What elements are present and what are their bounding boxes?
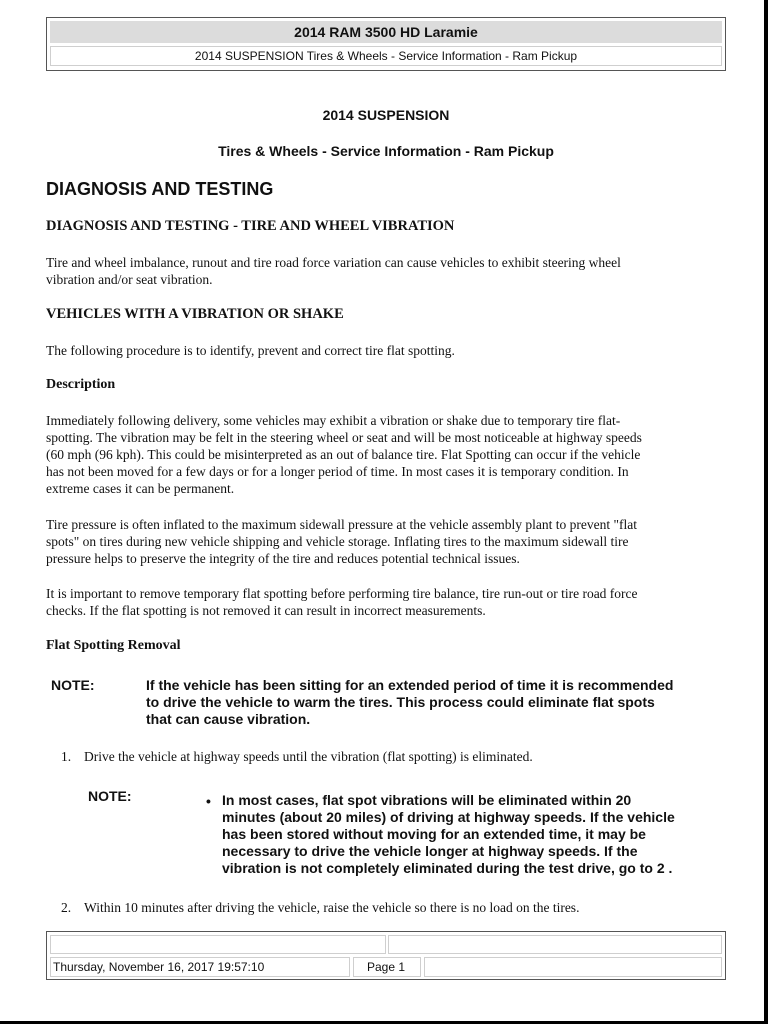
step-text: Drive the vehicle at highway speeds until the vibration (flat spotting) is eliminated. [84, 749, 533, 764]
footer-cell-blank [424, 957, 722, 977]
procedure-line: The following procedure is to identify, prevent and correct tire flat spotting. [46, 343, 455, 358]
footer-cell-blank [50, 935, 386, 954]
note-text [146, 677, 673, 728]
note-line: to drive the vehicle to warm the tires. This process could eliminate flat spots [146, 694, 655, 710]
sub-heading: DIAGNOSIS AND TESTING - TIRE AND WHEEL VIBRATION [46, 218, 455, 234]
intro-line: vibration and/or seat vibration. [46, 272, 213, 287]
section-title: 2014 SUSPENSION [322, 107, 450, 123]
bullet-icon: • [206, 793, 211, 809]
note-line: If the vehicle has been sitting for an extended period of time it is recommended [146, 677, 674, 693]
section-subtitle: Tires & Wheels - Service Information - Ram Pickup [218, 143, 554, 159]
page-footer [46, 931, 726, 980]
footer-timestamp: Thursday, November 16, 2017 19:57:10 [53, 960, 265, 974]
pressure-paragraph [46, 516, 726, 567]
note-label: NOTE: [88, 788, 132, 804]
vehicles-heading: VEHICLES WITH A VIBRATION OR SHAKE [46, 306, 344, 322]
page-header [46, 17, 726, 71]
note-line: has been stored without moving for an extended time, it may be [222, 826, 646, 842]
document-subtitle: 2014 SUSPENSION Tires & Wheels - Service Information - Ram Pickup [50, 46, 722, 66]
description-line: spotting. The vibration may be felt in the steering wheel or seat and will be most noticeable at highway speeds [46, 430, 642, 445]
important-line: It is important to remove temporary flat spotting before performing tire balance, tire run-out or tire road force [46, 586, 638, 601]
step-text: Within 10 minutes after driving the vehicle, raise the vehicle so there is no load on the tires. [84, 900, 580, 915]
footer-timestamp-cell [50, 957, 350, 977]
important-line: checks. If the flat spotting is not removed it can result in incorrect measurements. [46, 603, 486, 618]
pressure-line: pressure helps to preserve the integrity of the tire and reduces potential technical issues. [46, 551, 520, 566]
step-number: 1. [61, 749, 72, 764]
pressure-line: Tire pressure is often inflated to the maximum sidewall pressure at the vehicle assembly plant to prevent "flat [46, 517, 637, 532]
pressure-line: spots" on tires during new vehicle shipping and vehicle storage. Inflating tires to the maximum sidewall tire [46, 534, 629, 549]
note-line: minutes (about 20 miles) of driving at highway speeds. If the vehicle [222, 809, 675, 825]
vehicle-title: 2014 RAM 3500 HD Laramie [50, 21, 722, 43]
intro-line: Tire and wheel imbalance, runout and tire road force variation can cause vehicles to exhibit steering wheel [46, 255, 621, 270]
footer-page-cell [353, 957, 421, 977]
footer-page-number: Page 1 [367, 960, 406, 974]
procedure-paragraph [46, 342, 726, 359]
description-line: Immediately following delivery, some vehicles may exhibit a vibration or shake due to temporary tire flat- [46, 413, 621, 428]
description-paragraph [46, 412, 726, 497]
main-heading: DIAGNOSIS AND TESTING [46, 179, 274, 199]
footer-cell-blank [388, 935, 722, 954]
page-frame-right-border [764, 0, 768, 1024]
important-paragraph [46, 585, 726, 619]
description-line: (60 mph (96 kph). This could be misinterpreted as an out of balance tire. Flat Spotting can occur if the vehicle [46, 447, 641, 462]
note-line: In most cases, flat spot vibrations will be eliminated within 20 [222, 792, 632, 808]
note-text [222, 792, 675, 877]
removal-heading: Flat Spotting Removal [46, 638, 181, 653]
note-line: necessary to drive the vehicle longer at highway speeds. If the [222, 843, 638, 859]
description-line: extreme cases it can be permanent. [46, 481, 235, 496]
note-line: vibration is not completely eliminated during the test drive, go to 2 . [222, 860, 673, 876]
intro-paragraph [46, 254, 726, 288]
description-line: has not been moved for a few days or for a longer period of time. In most cases it is temporary condition. In [46, 464, 629, 479]
step-number: 2. [61, 900, 72, 915]
description-heading: Description [46, 377, 116, 392]
note-label: NOTE: [51, 677, 95, 693]
note-line: that can cause vibration. [146, 711, 311, 727]
